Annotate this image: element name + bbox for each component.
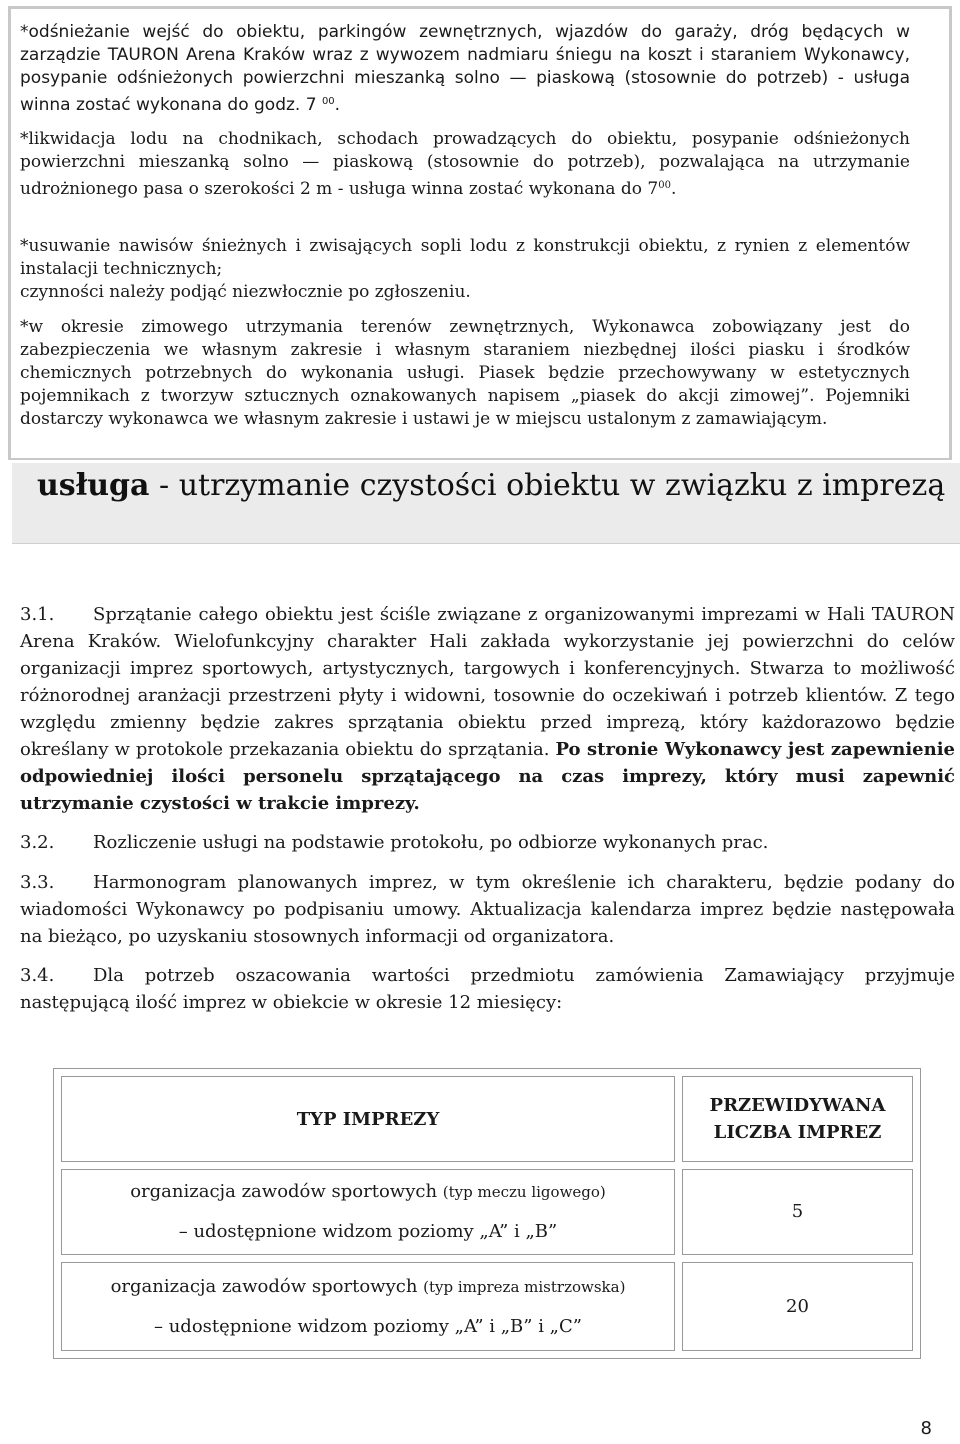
section-3-2: 3.2. Rozliczenie usługi na podstawie protokołu, po odbiorze wykonanych prac. [20,832,769,853]
header-expected-count: PRZEWIDYWANA LICZBA IMPREZ [682,1076,913,1162]
paragraph-ice-removal: *likwidacja lodu na chodnikach, schodach prowadzących do obiektu, posypanie odśnieżonych powierzchni mieszanką solno — piaskową (stosownie do potrzeb), pozwalająca na utrzymanie udrożnionego pasa o szerokości 2 m - usługa winna zostać wykonana do $7^{00}$. [20,129,910,199]
section-3-4: 3.4. Dla potrzeb oszacowania wartości przedmiotu zamówienia Zamawiający przyjmuje następującą ilość imprez w obiekcie w okresie 12 miesięcy: [20,965,955,1013]
paragraph-icicle-removal: *usuwanie nawisów śnieżnych i zwisających sopli lodu z konstrukcji obiektu, z rynien z elementów instalacji technicznych; czynności należy podjąć niezwłocznie po zgłoszeniu. [20,236,910,302]
paragraph-snow-clearing: *odśnieżanie wejść do obiektu, parkingów zewnętrznych, wjazdów do garaży, dróg będących w zarządzie TAURON Arena Kraków wraz z wywozem nadmiaru śniegu na koszt i staraniem Wykonawcy, posypanie odśnieżonych powierzchni mieszanką solno — piaskową (stosownie do potrzeb) - usługa winna zostać wykonana do godz. 7 $^{00}$. [20,22,910,115]
event-type-cell: organizacja zawodów sportowych (typ impreza mistrzowska) – udostępnione widzom poziomy „A” i „B” i „C” [61,1262,675,1351]
events-table [53,1068,921,1359]
event-type-cell: organizacja zawodów sportowych (typ meczu ligowego) – udostępnione widzom poziomy „A” i „B” [61,1169,675,1255]
event-count-cell: 5 [682,1169,913,1255]
table-header-row [61,1076,913,1162]
paragraph-winter-maintenance: *w okresie zimowego utrzymania terenów zewnętrznych, Wykonawca zobowiązany jest do zabezpieczenia we własnym zakresie i własnym staraniem niezbędnej ilości piasku i środków chemicznych potrzebnych do wykonania usługi. Piasek będzie przechowywany w estetycznych pojemnikach z tworzyw sztucznych oznakowanych napisem „piasek do akcji zimowej”. Pojemniki dostarczy wykonawca we własnym zakresie i ustawi je w miejscu ustalonym z zamawiającym. [20,317,910,429]
page-number: 8 [920,1418,932,1439]
header-event-type: TYP IMPREZY [61,1076,675,1162]
section-3-3: 3.3. Harmonogram planowanych imprez, w tym określenie ich charakteru, będzie podany do wiadomości Wykonawcy po podpisaniu umowy. Aktualizacja kalendarza imprez będzie następowała na bieżąco, po uzyskaniu stosownych informacji od organizatora. [20,872,955,947]
section-heading: usługa - utrzymanie czystości obiektu w związku z imprezą [37,468,946,503]
event-count-cell: 20 [682,1262,913,1351]
section-3-1: 3.1. Sprzątanie całego obiektu jest ściśle związane z organizowanymi imprezami w Hali TAURON Arena Kraków. Wielofunkcyjny charakter Hali zakłada wykorzystanie jej powierzchni do celów organizacji imprez sportowych, artystycznych, targowych i konferencyjnych. Stwarza to możliwość różnorodnej aranżacji przestrzeni płyty i widowni, tosownie do oczekiwań i potrzeb klientów. Z tego względu zmienny będzie zakres sprzątania obiektu przed imprezą, który każdorazowo będzie określany w protokole przekazania obiektu do sprzątania. Po stronie Wykonawcy jest zapewnienie odpowiedniej ilości personelu sprzątającego na czas imprezy, który musi zapewnić utrzymanie czystości w trakcie imprezy. [20,604,955,814]
table-row [61,1169,913,1255]
table-row [61,1262,913,1351]
